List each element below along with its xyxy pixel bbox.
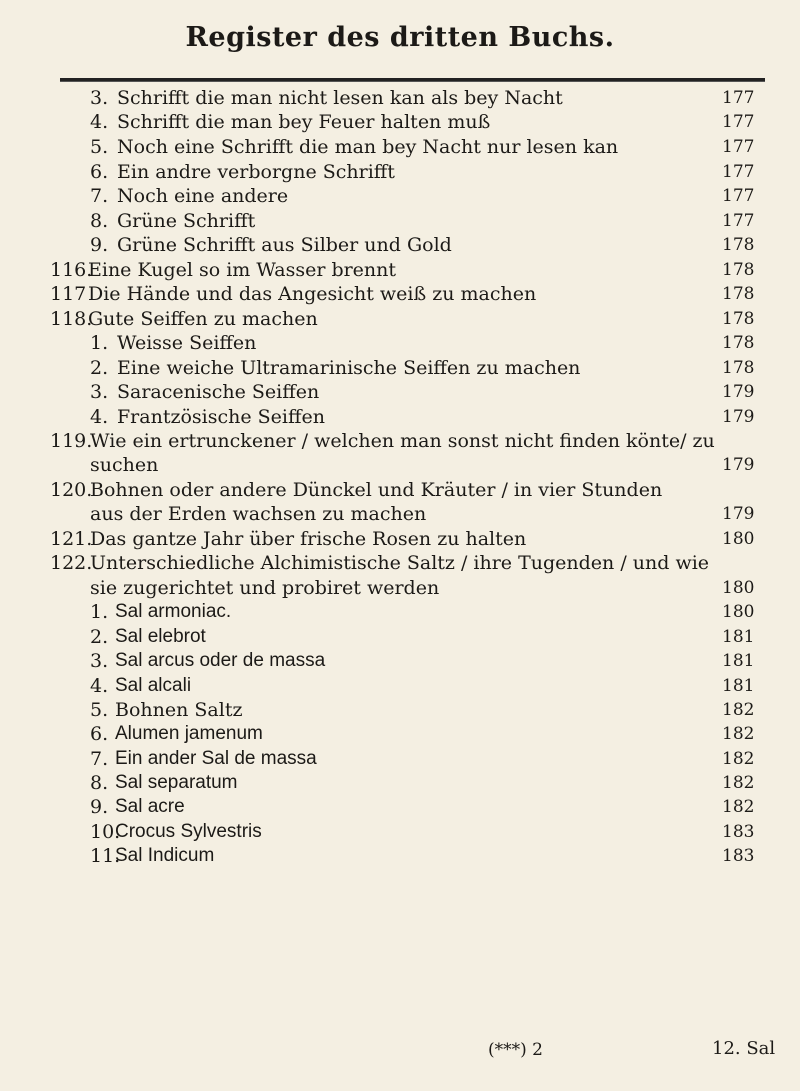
- entry-page-number: 178: [722, 235, 755, 255]
- entry-text: Saracenische Seiffen: [117, 381, 320, 403]
- entry-page-number: 179: [722, 455, 755, 475]
- register-entry: [0, 698, 800, 722]
- entry-number: 4.: [90, 406, 109, 428]
- entry-number: 11.: [90, 845, 121, 867]
- entry-text: Sal separatum: [115, 772, 238, 793]
- entry-text: Noch eine Schrifft die man bey Nacht nur lesen kan: [117, 136, 619, 158]
- entry-page-number: 177: [722, 211, 755, 231]
- entry-number: 1.: [90, 601, 109, 623]
- entry-text: Sal acre: [115, 796, 185, 817]
- entry-number: 3.: [90, 650, 109, 672]
- page-header: Register des dritten Buchs.: [185, 22, 615, 53]
- entry-page-number: 183: [722, 822, 755, 842]
- entry-page-number: 182: [722, 700, 755, 720]
- register-entry: [0, 429, 800, 453]
- register-entry: [0, 135, 800, 159]
- entry-text: Sal Indicum: [115, 845, 215, 866]
- entry-page-number: 180: [722, 602, 755, 622]
- entry-number: 6.: [90, 161, 109, 183]
- entry-number: 5.: [90, 699, 109, 721]
- signature-mark: (***) 2: [488, 1040, 543, 1060]
- entry-page-number: 178: [722, 309, 755, 329]
- register-entry: [0, 600, 800, 624]
- register-entry: [0, 844, 800, 868]
- register-entry: [0, 795, 800, 819]
- entry-number: 119.: [50, 430, 93, 452]
- entry-text: Sal armoniac.: [115, 601, 232, 622]
- entry-page-number: 182: [722, 797, 755, 817]
- entry-text: Sal elebrot: [115, 626, 206, 647]
- entry-text: Noch eine andere: [117, 185, 289, 207]
- entry-number: 3.: [90, 381, 109, 403]
- entry-text: Bohnen oder andere Dünckel und Kräuter / in vier Stunden: [90, 479, 663, 501]
- register-entry: [0, 478, 800, 502]
- entry-number: 117: [50, 283, 87, 305]
- register-entry: [0, 551, 800, 575]
- entry-page-number: 179: [722, 504, 755, 524]
- entry-page-number: 180: [722, 578, 755, 598]
- register-entry: [0, 380, 800, 404]
- register-entry: [0, 184, 800, 208]
- register-entry: [0, 527, 800, 551]
- entry-text: sie zugerichtet und probiret werden: [90, 577, 440, 599]
- register-entry: [0, 625, 800, 649]
- register-entry: [0, 209, 800, 233]
- entry-number: 116.: [50, 259, 93, 281]
- entry-page-number: 178: [722, 260, 755, 280]
- entry-text: Eine Kugel so im Wasser brennt: [88, 259, 397, 281]
- register-entry: [0, 820, 800, 844]
- entry-page-number: 181: [722, 651, 755, 671]
- entry-page-number: 179: [722, 407, 755, 427]
- entry-page-number: 182: [722, 773, 755, 793]
- register-entry: [0, 722, 800, 746]
- entry-text: Alumen jamenum: [115, 723, 263, 744]
- register-entry: [0, 453, 800, 477]
- entry-text: Unterschiedliche Alchimistische Saltz / ihre Tugenden / und wie: [90, 552, 710, 574]
- register-entry: [0, 86, 800, 110]
- entry-page-number: 178: [722, 333, 755, 353]
- entry-number: 7.: [90, 185, 109, 207]
- entry-text: Sal alcali: [115, 675, 192, 696]
- entry-page-number: 177: [722, 186, 755, 206]
- register-entry: [0, 258, 800, 282]
- entry-text: Frantzösische Seiffen: [117, 406, 325, 428]
- entry-number: 2.: [90, 357, 109, 379]
- entry-number: 2.: [90, 626, 109, 648]
- entry-page-number: 181: [722, 627, 755, 647]
- register-entry: [0, 233, 800, 257]
- register-entry: [0, 405, 800, 429]
- entry-text: Gute Seiffen zu machen: [88, 308, 318, 330]
- entry-page-number: 177: [722, 137, 755, 157]
- entry-text: Schrifft die man nicht lesen kan als bey Nacht: [117, 87, 563, 109]
- entry-text: Ein ander Sal de massa: [115, 748, 317, 769]
- entry-number: 10.: [90, 821, 121, 843]
- entry-number: 4.: [90, 675, 109, 697]
- entry-number: 7.: [90, 748, 109, 770]
- catchword: 12. Sal: [712, 1038, 776, 1059]
- entry-text: Ein andre verborgne Schrifft: [117, 161, 395, 183]
- register-entry: [0, 674, 800, 698]
- entry-number: 6.: [90, 723, 109, 745]
- entry-text: Schrifft die man bey Feuer halten muß: [117, 111, 491, 133]
- entry-text: Das gantze Jahr über frische Rosen zu halten: [90, 528, 527, 550]
- entry-text: Die Hände und das Angesicht weiß zu machen: [88, 283, 537, 305]
- register-entry: [0, 282, 800, 306]
- register-entry: [0, 110, 800, 134]
- entry-number: 8.: [90, 210, 109, 232]
- entry-text: suchen: [90, 454, 159, 476]
- entry-page-number: 180: [722, 529, 755, 549]
- entry-page-number: 183: [722, 846, 755, 866]
- entry-number: 8.: [90, 772, 109, 794]
- entry-number: 121.: [50, 528, 93, 550]
- entry-number: 3.: [90, 87, 109, 109]
- entry-page-number: 181: [722, 676, 755, 696]
- register-entry: [0, 307, 800, 331]
- register-entry: [0, 160, 800, 184]
- register-entry: [0, 747, 800, 771]
- entry-text: Grüne Schrifft aus Silber und Gold: [117, 234, 452, 256]
- entry-text: Sal arcus oder de massa: [115, 650, 326, 671]
- entry-number: 118.: [50, 308, 93, 330]
- register-entry: [0, 576, 800, 600]
- entry-number: 120.: [50, 479, 93, 501]
- entry-number: 1.: [90, 332, 109, 354]
- register-entry: [0, 356, 800, 380]
- register-entry: [0, 649, 800, 673]
- entry-text: Eine weiche Ultramarinische Seiffen zu machen: [117, 357, 581, 379]
- entry-number: 9.: [90, 234, 109, 256]
- entry-text: Grüne Schrifft: [117, 210, 256, 232]
- entry-text: aus der Erden wachsen zu machen: [90, 503, 427, 525]
- entry-page-number: 178: [722, 284, 755, 304]
- entry-number: 5.: [90, 136, 109, 158]
- entry-text: Bohnen Saltz: [115, 699, 243, 721]
- entry-number: 4.: [90, 111, 109, 133]
- entry-page-number: 178: [722, 358, 755, 378]
- entry-text: Weisse Seiffen: [117, 332, 257, 354]
- entry-page-number: 182: [722, 749, 755, 769]
- entry-number: 9.: [90, 796, 109, 818]
- entry-page-number: 179: [722, 382, 755, 402]
- entry-page-number: 177: [722, 88, 755, 108]
- entry-text: Crocus Sylvestris: [115, 821, 262, 842]
- register-entry: [0, 502, 800, 526]
- entry-page-number: 182: [722, 724, 755, 744]
- header-rule: [60, 78, 765, 82]
- entry-text: Wie ein ertrunckener / welchen man sonst nicht finden könte/ zu: [90, 430, 715, 452]
- entry-page-number: 177: [722, 112, 755, 132]
- entry-page-number: 177: [722, 162, 755, 182]
- register-entry: [0, 331, 800, 355]
- register-entry: [0, 771, 800, 795]
- entry-number: 122.: [50, 552, 93, 574]
